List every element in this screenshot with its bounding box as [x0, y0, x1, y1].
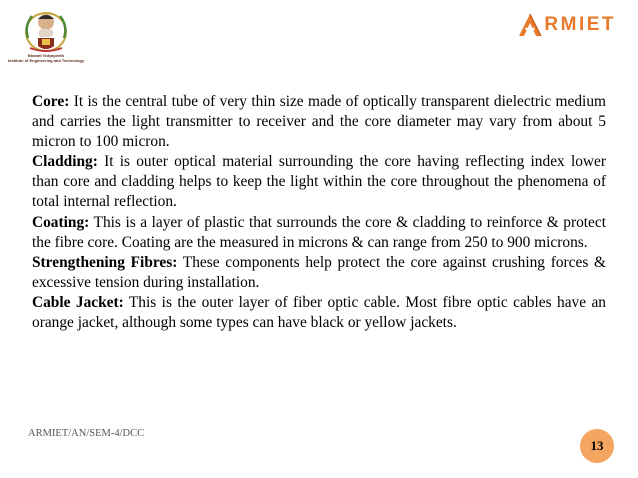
institute-logo	[6, 8, 86, 66]
institute-emblem-icon	[6, 8, 86, 54]
term-strengthening-fibres: Strengthening Fibres:	[32, 253, 178, 271]
page-number-badge	[580, 429, 614, 463]
armiet-brand-logo	[517, 13, 616, 37]
section-cladding	[32, 152, 606, 212]
institute-subtitle: Institute of Engineering and Technology	[7, 57, 85, 63]
slide-content	[32, 92, 606, 333]
definition-core: It is the central tube of very thin size made of optically transparent dielectric medium and carries the light transmitter to receiver and the core diameter may vary from about 5 micron to 100 micron.	[32, 93, 606, 151]
definition-cable-jacket: This is the outer layer of fiber optic cable. Most fibre optic cables have an orange jacket, although some types can have black or yellow jackets.	[32, 293, 607, 332]
page-number: 13	[590, 438, 604, 453]
term-coating: Coating:	[32, 213, 90, 231]
section-cable-jacket	[32, 293, 606, 333]
institute-name: Bharati Vidyapeeth	[27, 53, 65, 58]
term-core: Core:	[32, 93, 70, 110]
definition-coating: This is a layer of plastic that surrounds the core & cladding to reinforce & protect the fibre core. Coating are the measured in microns & can range from 250 to 900 microns.	[32, 213, 606, 251]
section-core	[32, 92, 606, 152]
definition-cladding: It is outer optical material surrounding the core having reflecting index lower than core and cladding helps to keep the light within the core throughout the phenomena of total internal reflection.	[32, 153, 606, 211]
section-coating	[32, 213, 606, 253]
definition-strengthening-fibres: These components help protect the core against crushing forces & excessive tension during installation.	[32, 253, 606, 291]
section-strengthening-fibres	[32, 253, 606, 293]
brand-name: RMIET	[544, 14, 616, 35]
term-cable-jacket: Cable Jacket:	[32, 293, 124, 311]
armiet-a-icon	[517, 13, 543, 37]
brand-initial: A	[530, 35, 531, 36]
term-cladding: Cladding:	[32, 153, 98, 171]
course-code: ARMIET/AN/SEM-4/DCC	[28, 428, 145, 439]
institute-caption	[6, 54, 86, 63]
